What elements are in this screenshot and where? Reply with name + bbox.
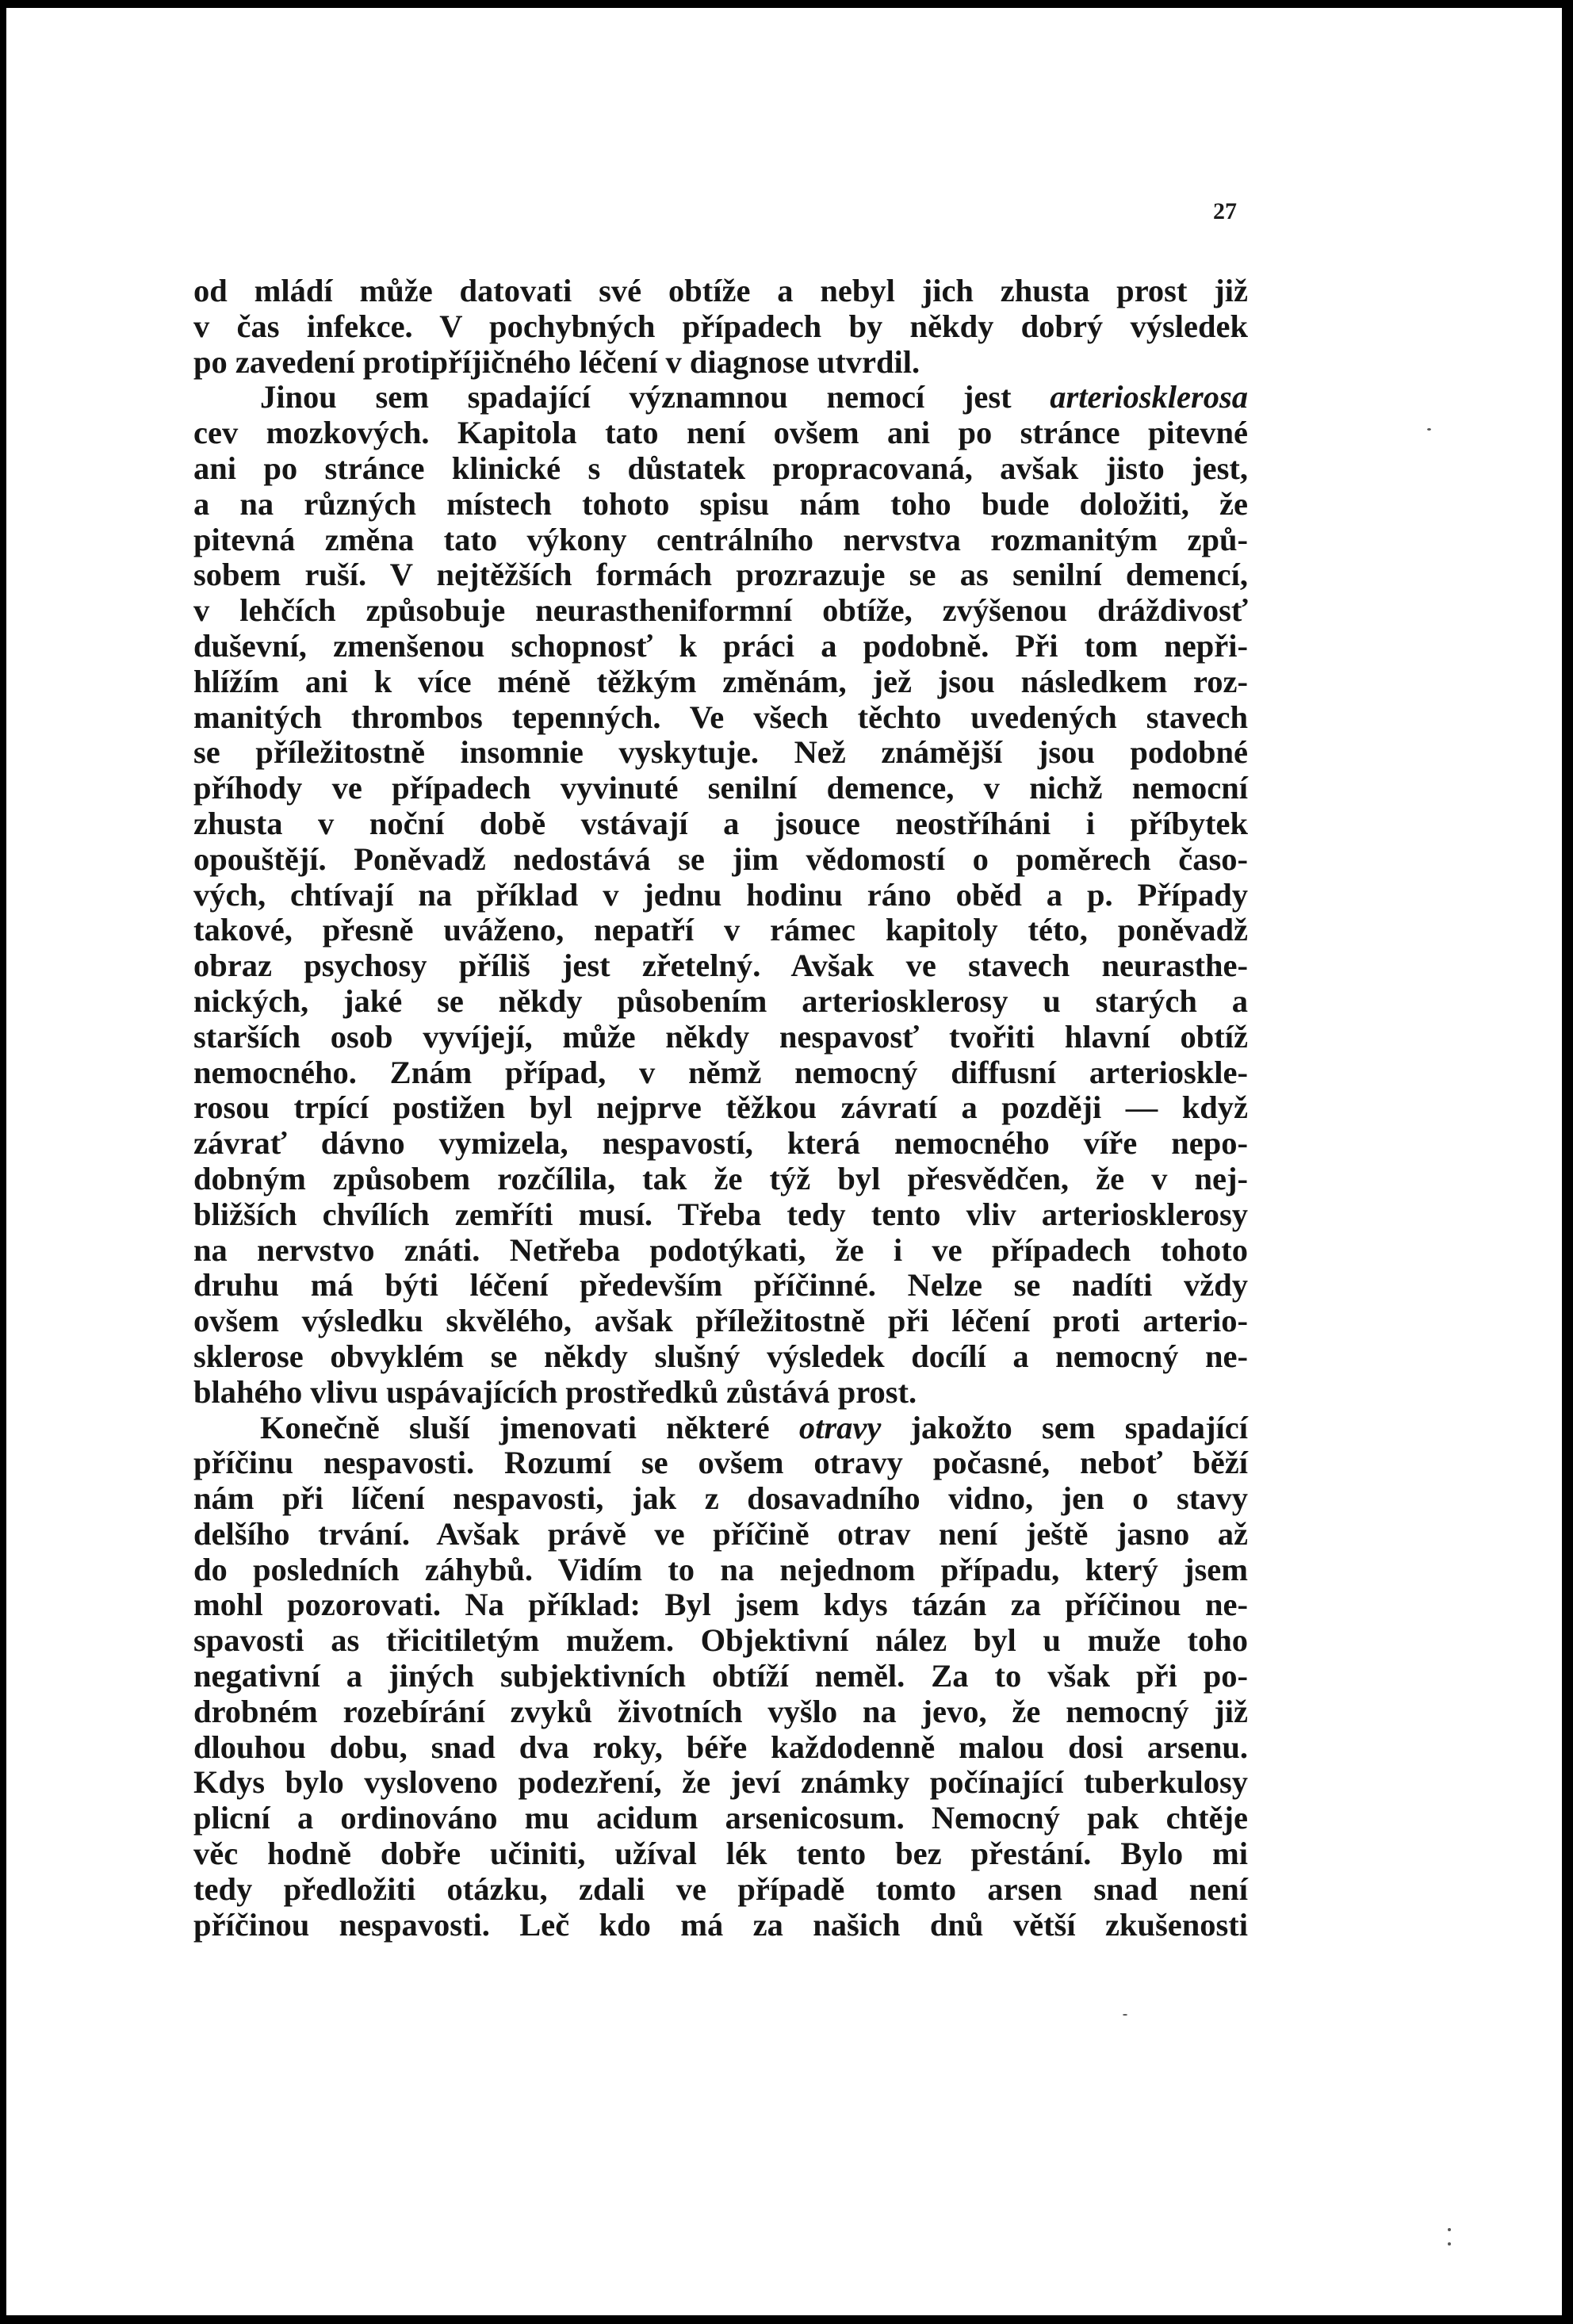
text-line: manitých thrombos tepenných. Ve všech těchto uvedených stavech — [193, 699, 1248, 735]
text-line: takové, přesně uváženo, nepatří v rámec kapitoly této, poněvadž — [193, 912, 1248, 948]
text-line: druhu má býti léčení především příčinné. Nelze se nadíti vždy — [193, 1267, 1248, 1304]
text-line: hlížím ani k více méně těžkým změnám, jež jsou následkem roz- — [193, 663, 1248, 699]
paragraph-2 — [193, 380, 1248, 1410]
text-line: ovšem výsledku skvělého, avšak příležitostně při léčení proti arterio- — [193, 1303, 1248, 1339]
text-line: nám při líčení nespavosti, jak z dosavadního vidno, jen o stavy — [193, 1480, 1248, 1517]
page-number: 27 — [1213, 198, 1237, 224]
text-line: obraz psychosy příliš jest zřetelný. Avšak ve stavech neurasthe- — [193, 948, 1248, 984]
text-line: spavosti as třicitiletým mužem. Objektivní nález byl u muže toho — [193, 1622, 1248, 1659]
text-line — [193, 380, 1248, 415]
scan-speck — [1448, 2242, 1451, 2246]
text-line — [193, 1411, 1248, 1446]
text-line: nemocného. Znám případ, v němž nemocný diffusní arterioskle- — [193, 1054, 1248, 1090]
text-line: dlouhou dobu, snad dva roky, béře každodenně malou dosi arsenu. — [193, 1729, 1248, 1765]
text-line: od mládí může datovati své obtíže a nebyl jich zhusta prost již — [193, 273, 1248, 308]
text-line: do posledních záhybů. Vidím to na nejednom případu, který jsem — [193, 1551, 1248, 1587]
emphasis-term: otravy — [798, 1409, 882, 1445]
text-line: příčinu nespavosti. Rozumí se ovšem otravy počasné, neboť běží — [193, 1445, 1248, 1481]
scan-speck — [1427, 428, 1431, 431]
text-line: Kdys bylo vysloveno podezření, že jeví známky počínající tuberkulosy — [193, 1764, 1248, 1801]
text-line: příhody ve případech vyvinuté senilní demence, v nichž nemocní — [193, 770, 1248, 806]
text-line: rosou trpící postižen byl nejprve těžkou závratí a později — když — [193, 1089, 1248, 1126]
text-fragment: Jinou sem spadající významnou nemocí jest — [260, 379, 1012, 415]
text-line: na nervstvo znáti. Netřeba podotýkati, že i ve případech tohoto — [193, 1231, 1248, 1268]
text-line: příčinou nespavosti. Leč kdo má za našich dnů větší zkušenosti — [193, 1906, 1248, 1943]
text-line: po zavedení protipříjičného léčení v diagnose utvrdil. — [193, 343, 920, 380]
body-text — [193, 274, 1248, 1943]
text-line: vých, chtívají na příklad v jednu hodinu ráno oběd a p. Případy — [193, 876, 1248, 913]
text-line: tedy předložiti otázku, zdali ve případě tomto arsen snad není — [193, 1870, 1248, 1907]
text-line: blahého vlivu uspávajících prostředků zůstává prost. — [193, 1373, 917, 1410]
text-line: ani po stránce klinické s důstatek propracovaná, avšak jisto jest, — [193, 450, 1248, 486]
text-line: negativní a jiných subjektivních obtíží neměl. Za to však při po- — [193, 1658, 1248, 1694]
text-line: cev mozkových. Kapitola tato není ovšem ani po stránce pitevné — [193, 415, 1248, 451]
scan-speck — [1448, 2228, 1451, 2231]
text-line: věc hodně dobře učiniti, užíval lék tento bez přestání. Bylo mi — [193, 1836, 1248, 1872]
text-line: sobem ruší. V nejtěžších formách prozrazuje se as senilní demencí, — [193, 557, 1248, 593]
text-line: v lehčích způsobuje neurastheniformní obtíže, zvýšenou dráždivosť — [193, 592, 1248, 629]
text-line: drobném rozebírání zvyků životních vyšlo na jevo, že nemocný již — [193, 1693, 1248, 1729]
paragraph-3 — [193, 1411, 1248, 1943]
text-line: mohl pozorovati. Na příklad: Byl jsem kdys tázán za příčinou ne- — [193, 1587, 1248, 1623]
text-line: bližších chvílích zemříti musí. Třeba tedy tento vliv arteriosklerosy — [193, 1196, 1248, 1232]
text-line: nických, jaké se někdy působením arteriosklerosy u starých a — [193, 982, 1248, 1019]
text-line: dobným způsobem rozčílila, tak že týž byl přesvědčen, že v nej- — [193, 1160, 1248, 1196]
text-line: delšího trvání. Avšak právě ve příčině otrav není ještě jasno až — [193, 1515, 1248, 1552]
paragraph-1 — [193, 274, 1248, 380]
text-line: v čas infekce. V pochybných případech by někdy dobrý výsledek — [193, 308, 1248, 344]
text-line: duševní, zmenšenou schopnosť k práci a podobně. Při tom nepři- — [193, 627, 1248, 664]
text-line: zhusta v noční době vstávají a jsouce neostříháni i příbytek — [193, 805, 1248, 841]
text-line: závrať dávno vymizela, nespavostí, která nemocného víře nepo- — [193, 1125, 1248, 1162]
text-line: starších osob vyvíjejí, může někdy nespavosť tvořiti hlavní obtíž — [193, 1018, 1248, 1055]
text-line: plicní a ordinováno mu acidum arsenicosum. Nemocný pak chtěje — [193, 1800, 1248, 1836]
book-page — [6, 8, 1562, 2315]
text-fragment: jakožto sem spadající — [910, 1409, 1248, 1445]
text-line: se příležitostně insomnie vyskytuje. Než známější jsou podobné — [193, 734, 1248, 771]
emphasis-term: arteriosklerosa — [1050, 379, 1249, 415]
scan-speck — [1123, 2014, 1127, 2016]
text-fragment: Konečně sluší jmenovati některé — [260, 1409, 770, 1445]
text-line: opouštějí. Poněvadž nedostává se jim vědomostí o poměrech časo- — [193, 840, 1248, 877]
text-line: pitevná změna tato výkony centrálního nervstva rozmanitým způ- — [193, 521, 1248, 557]
text-line: sklerose obvyklém se někdy slušný výsledek docílí a nemocný ne- — [193, 1338, 1248, 1374]
text-line: a na různých místech tohoto spisu nám toho bude doložiti, že — [193, 485, 1248, 522]
